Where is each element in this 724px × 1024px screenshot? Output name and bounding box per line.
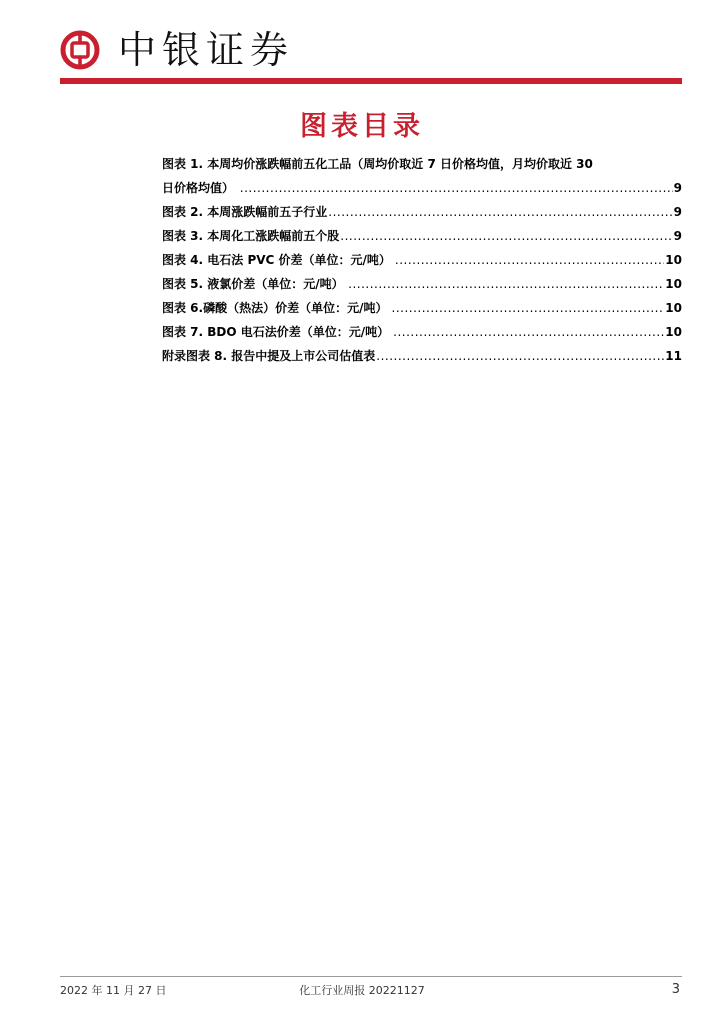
toc-entry-1-text-cont: 日价格均值） — [162, 181, 235, 195]
dot-leader — [328, 200, 672, 224]
page-header — [60, 22, 682, 82]
toc-entry-3-page: 9 — [673, 229, 682, 243]
dot-leader — [395, 248, 664, 272]
header-divider — [60, 78, 682, 84]
toc-entry-6-page: 10 — [665, 301, 682, 315]
toc-entry-6[interactable] — [162, 296, 682, 320]
toc-entry-2-text: 图表 2. 本周涨跌幅前五子行业 — [162, 205, 328, 219]
dot-leader — [348, 272, 664, 296]
brand-name: 中银证券 — [118, 28, 295, 72]
toc-entry-3[interactable] — [162, 224, 682, 248]
toc-entry-5-text: 图表 5. 液氯价差（单位：元/吨） — [162, 277, 344, 291]
footer-divider — [60, 976, 682, 977]
toc-entry-2-page: 9 — [673, 205, 682, 219]
toc-entry-8-page: 11 — [665, 349, 682, 363]
bank-of-china-logo-icon — [60, 30, 100, 70]
toc-entry-6-text: 图表 6.磷酸（热法）价差（单位：元/吨） — [162, 301, 388, 315]
dot-leader — [393, 320, 664, 344]
toc-title: 图表目录 — [300, 111, 424, 142]
footer-report-title: 化工行业周报 20221127 — [299, 984, 425, 997]
toc-entry-3-text: 图表 3. 本周化工涨跌幅前五个股 — [162, 229, 340, 243]
toc-entry-8-text: 附录图表 8. 报告中提及上市公司估值表 — [162, 349, 376, 363]
toc-entry-1-page: 9 — [673, 181, 682, 195]
dot-leader — [240, 176, 673, 200]
footer-date: 2022 年 11 月 27 日 — [60, 984, 167, 997]
toc-entry-5-page: 10 — [665, 277, 682, 291]
footer-page-number: 3 — [671, 982, 680, 997]
toc-entry-1[interactable] — [162, 152, 682, 200]
toc-entry-4-text: 图表 4. 电石法 PVC 价差（单位：元/吨） — [162, 253, 391, 267]
dot-leader — [392, 296, 665, 320]
dot-leader — [376, 344, 664, 368]
toc-entry-4[interactable] — [162, 248, 682, 272]
toc-entry-7-text: 图表 7. BDO 电石法价差（单位：元/吨） — [162, 325, 390, 339]
toc-entry-7[interactable] — [162, 320, 682, 344]
dot-leader — [340, 224, 672, 248]
toc-entry-2[interactable] — [162, 200, 682, 224]
toc-entry-7-page: 10 — [665, 325, 682, 339]
toc-entry-5[interactable] — [162, 272, 682, 296]
toc-entry-4-page: 10 — [665, 253, 682, 267]
toc-entry-8[interactable] — [162, 344, 682, 368]
table-of-figures — [162, 152, 682, 368]
toc-entry-1-text: 图表 1. 本周均价涨跌幅前五化工品（周均价取近 7 日价格均值，月均价取近 30 — [162, 157, 593, 171]
